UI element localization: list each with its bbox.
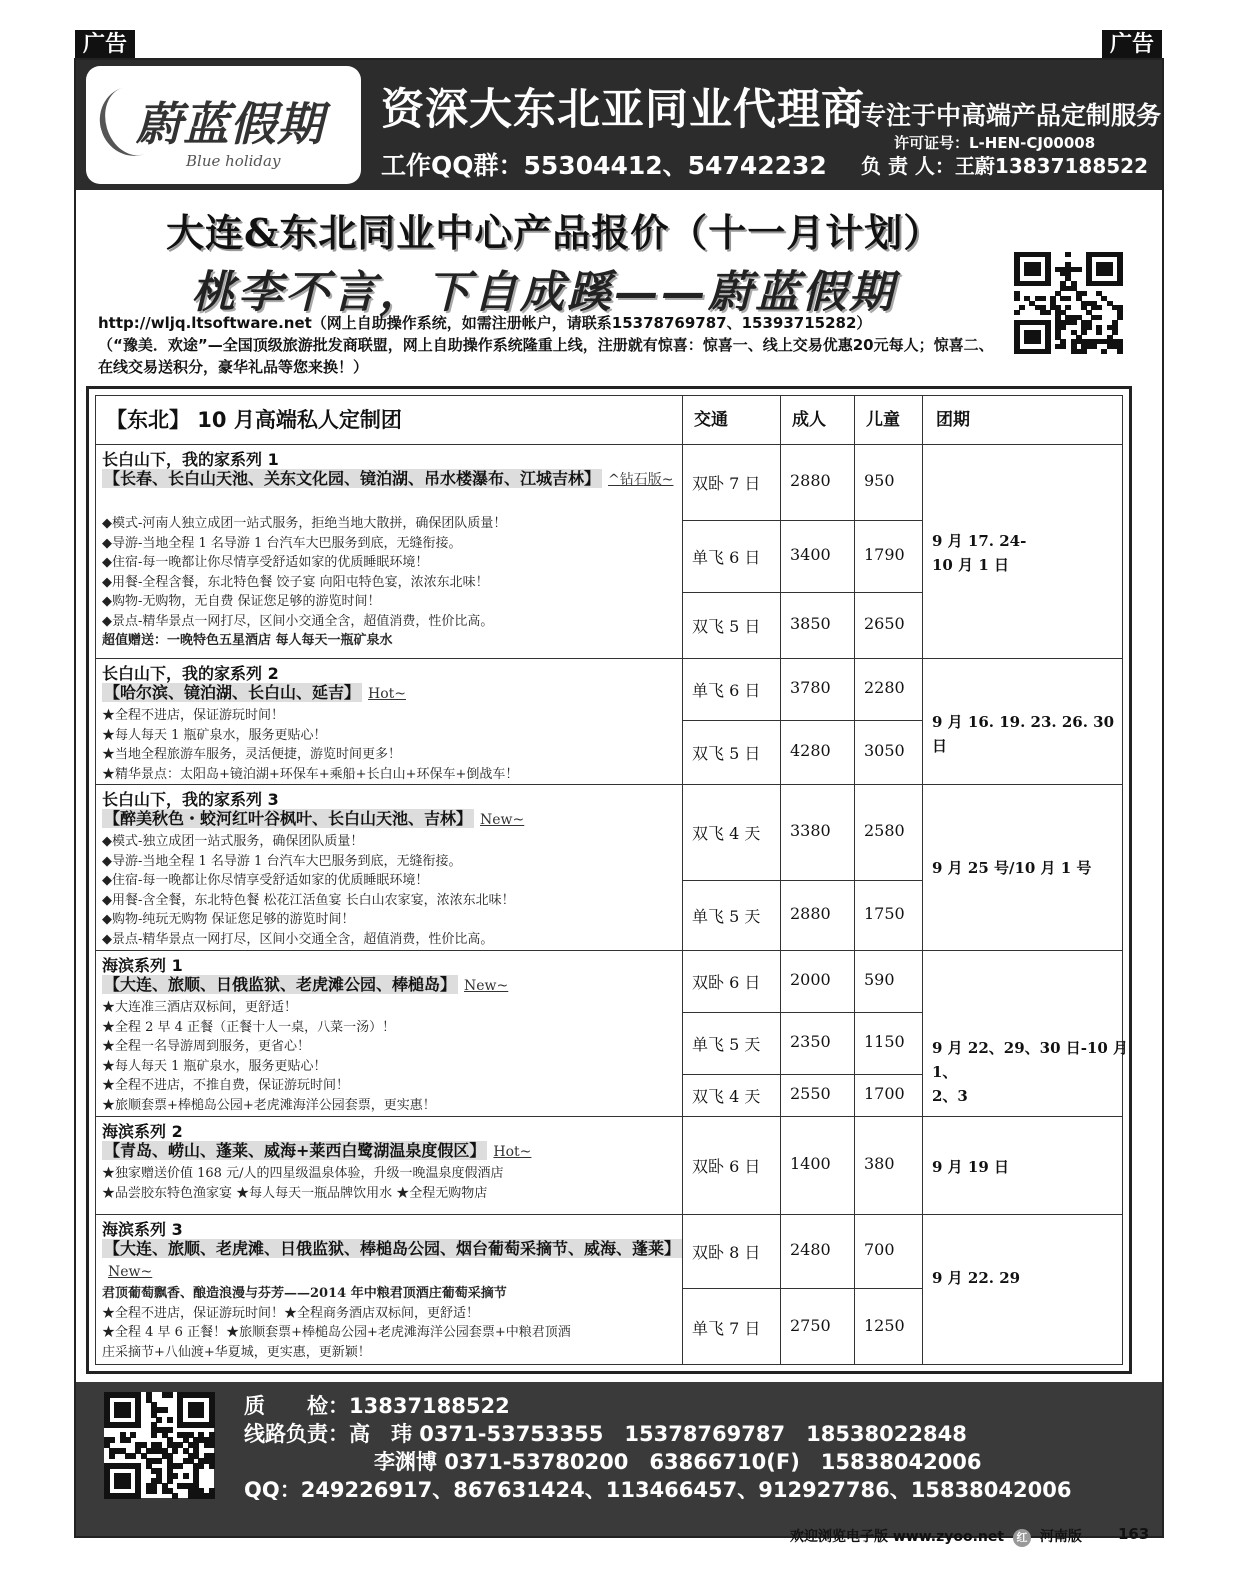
date-line: 9 月 19 日 [932,1158,1009,1176]
product-bullets [102,706,678,784]
product-bullets [102,832,678,949]
logo [86,66,361,184]
bullet-line: ★精华景点：太阳岛+镜泊湖+环保车+乘船+长白山+环保车+倒战车！ [102,766,519,782]
bullet-line: ★全程 2 早 4 正餐（正餐十人一桌，八菜一汤）！ [102,1019,396,1035]
bullet-line: ◆用餐-含全餐，东北特色餐 松花江活鱼宴 长白山农家宴，浓浓东北味！ [102,892,515,908]
transport-cell: 双飞 4 天 [692,1087,761,1106]
product-route [102,1140,678,1163]
date-line: 2、3 [932,1087,968,1105]
header-title: 资深大东北亚同业代理商 [381,85,865,135]
adult-price: 2880 [790,904,831,923]
date-line: 9 月 17. 24- [932,532,1027,550]
bullet-line: ◆住宿-每一晚都让你尽情享受舒适如家的优质睡眠环境！ [102,555,429,570]
product-badge: Hot~ [493,1144,532,1160]
child-price: 700 [864,1240,895,1259]
product-bullets [102,1164,678,1203]
transport-cell: 单飞 6 日 [692,681,761,700]
header-qq-group: 工作QQ群：55304412、54742232 [381,151,827,180]
product-title: 海滨系列 1 [102,956,183,975]
ad-label-left: 广告 [75,30,135,60]
info-website: http://wljq.ltsoftware.net（网上自助操作系统，如需注册帐户，请联系15378769787、15393715282） [98,314,872,332]
adult-price: 3380 [790,821,831,840]
bullet-line: ★大连准三酒店双标间，更舒适！ [102,1000,298,1015]
child-price: 1750 [864,904,905,923]
bullet-line: 超值赠送：一晚特色五星酒店 每人每天一瓶矿泉水 [102,633,393,648]
tour-dates [932,710,1130,758]
header-contact: 负 责 人：王蔚13837188522 [861,154,1149,178]
date-line: 9 月 22、29、30 日-10 月 1、 [932,1039,1129,1081]
product-title: 长白山下，我的家系列 3 [102,790,279,809]
ad-frame [74,58,1164,1538]
bullet-line: ★全程 4 早 6 正餐！★旅顺套票+棒槌岛公园+老虎滩海洋公园套票+中粮君顶酒 [102,1325,571,1340]
bullet-line: ◆导游-当地全程 1 名导游 1 台汽车大巴服务到底，无缝衔接。 [102,853,462,869]
block-divider [96,950,1122,951]
header-license: 许可证号：L-HEN-CJ00008 [894,134,1096,152]
date-line: 9 月 25 号/10 月 1 号 [932,859,1092,877]
child-price: 2280 [864,678,905,697]
row-divider [682,1288,922,1289]
page-title: 大连&东北同业中心产品报价（十一月计划） [166,210,943,255]
transport-cell: 双飞 5 日 [692,744,761,763]
price-grid [95,395,1129,1365]
row-divider [682,880,922,881]
product-title: 海滨系列 3 [102,1220,183,1239]
product-badge: Hot~ [368,686,407,702]
adult-price: 2750 [790,1316,831,1335]
product-badge: New~ [108,1264,153,1280]
bullet-line: ◆景点-精华景点一网打尽，区间小交通全含，超值消费，性价比高。 [102,931,494,947]
product-title: 长白山下，我的家系列 1 [102,450,279,469]
bullet-line: ◆购物-无购物，无自费 保证您足够的游览时间！ [102,594,381,609]
adult-price: 2880 [790,471,831,490]
block-divider [96,1116,1122,1117]
product-route [102,974,678,997]
date-line: 9 月 22. 29 [932,1269,1021,1287]
child-price: 2580 [864,821,905,840]
col-divider [922,396,923,1364]
tour-dates [932,529,1130,577]
bullet-line: 君顶葡萄飘香、酿造浪漫与芬芳——2014 年中粮君顶酒庄葡萄采摘节 [102,1286,507,1301]
child-price: 1150 [864,1032,905,1051]
transport-cell: 双飞 4 天 [692,824,761,843]
adult-price: 2350 [790,1032,831,1051]
logo-text: 蔚蓝假期 [136,97,324,151]
bullet-line: ◆用餐-全程含餐，东北特色餐 饺子宴 向阳屯特色宴，浓浓东北味！ [102,574,489,590]
child-price: 950 [864,471,895,490]
footer-qq: QQ：249226917、867631424、113466457、912927786、15838042006 [244,1478,1072,1502]
date-line: 9 月 16. 19. 23. 26. 30 日 [932,713,1115,755]
child-price: 2650 [864,614,905,633]
product-title: 长白山下，我的家系列 2 [102,664,279,683]
transport-cell: 双卧 7 日 [692,474,761,493]
product-badge: ^钻石版~ [608,472,674,488]
adult-price: 4280 [790,741,831,760]
tour-dates [932,856,1130,880]
table-header-child: 儿童 [866,410,900,430]
adult-price: 3400 [790,545,831,564]
header-divider [96,444,1122,445]
transport-cell: 单飞 7 日 [692,1319,761,1338]
child-price: 590 [864,970,895,989]
bullet-line: ◆模式-独立成团一站式服务，确保团队质量！ [102,834,364,849]
header-banner [76,60,1162,190]
tour-dates [932,1036,1130,1108]
row-divider [682,520,922,521]
transport-cell: 单飞 5 天 [692,1035,761,1054]
table-header-transport: 交通 [694,410,728,430]
child-price: 380 [864,1154,895,1173]
bullet-line: ◆模式-河南人独立成团一站式服务，拒绝当地大散拼，确保团队质量！ [102,516,507,531]
child-price: 1250 [864,1316,905,1335]
qr-code-footer-icon [104,1392,214,1498]
child-price: 1790 [864,545,905,564]
row-divider [682,592,922,593]
product-route [102,808,678,831]
row-divider [682,1012,922,1013]
edition: 河南版 [1039,1529,1082,1545]
bullet-line: ★独家赠送价值 168 元/人的四星级温泉体验，升级一晚温泉度假酒店 [102,1166,504,1181]
child-price: 1700 [864,1084,905,1103]
ad-label-right: 广告 [1102,30,1162,60]
block-divider [96,658,1122,659]
transport-cell: 双卧 6 日 [692,1157,761,1176]
bullet-line: ◆购物-纯玩无购物 保证您足够的游览时间！ [102,912,355,927]
tour-dates [932,1266,1130,1290]
block-divider [96,1214,1122,1215]
bullet-line: ★全程一名导游周到服务，更省心！ [102,1039,311,1054]
child-price: 3050 [864,741,905,760]
bullet-line: ★全程不进店，保证游玩时间！★全程商务酒店双标间，更舒适！ [102,1305,480,1321]
block-divider [96,784,1122,785]
bullet-line: ◆导游-当地全程 1 名导游 1 台汽车大巴服务到底，无缝衔接。 [102,535,462,551]
footer-lead-2: 李渊博 0371-53780200 63866710(F) 15838042006 [374,1450,982,1474]
price-table [86,386,1132,1374]
route-text: 【醉美秋色・蛟河红叶谷枫叶、长白山天池、吉林】 [104,809,473,828]
info-promo: （“豫美．欢途”—全国顶级旅游批发商联盟，网上自助操作系统隆重上线，注册就有惊喜：惊喜一、线上交易优惠20元每人；惊喜二、在线交易送积分，豪华礼品等您来换！） [98,336,994,376]
transport-cell: 单飞 6 日 [692,548,761,567]
adult-price: 2000 [790,970,831,989]
row-divider [682,720,922,721]
product-bullets [102,998,678,1115]
bullet-line: ★当地全程旅游车服务，灵活便捷，游览时间更多！ [102,747,402,762]
route-text: 【青岛、崂山、蓬莱、威海+莱西白鹭湖温泉度假区】 [104,1141,486,1160]
transport-cell: 单飞 5 天 [692,907,761,926]
bullet-line: ★每人每天 1 瓶矿泉水，服务更贴心！ [102,1058,327,1074]
bullet-line: ★全程不进店，保证游玩时间！ [102,708,285,723]
route-text: 【哈尔滨、镜泊湖、长白山、延吉】 [104,683,361,702]
product-bullets [102,514,678,651]
bullet-line: 庄采摘节+八仙渡+华夏城，更实惠，更新颖！ [102,1344,371,1360]
bullet-line: ★旅顺套票+棒槌岛公园+老虎滩海洋公园套票，更实惠！ [102,1097,436,1113]
bullet-line: ◆景点-精华景点一网打尽，区间小交通全含，超值消费，性价比高。 [102,613,494,629]
route-text: 【大连、旅顺、老虎滩、日俄监狱、棒槌岛公园、烟台葡萄采摘节、威海、蓬莱】 [104,1239,681,1258]
row-divider [682,1074,922,1075]
bullet-line: ★品尝胶东特色渔家宴 ★每人每天一瓶品牌饮用水 ★全程无购物店 [102,1185,488,1201]
route-text: 【大连、旅顺、日俄监狱、老虎滩公园、棒槌岛】 [104,975,457,994]
product-route [102,682,678,705]
table-header-dates: 团期 [936,410,970,430]
product-route [102,1238,681,1283]
transport-cell: 双卧 8 日 [692,1243,761,1262]
bottom-text: 欢迎浏览电子版 www.zyoo.net [790,1529,1005,1545]
bullet-line: ★全程不进店，不推自费，保证游玩时间！ [102,1078,350,1093]
header-slogan: 专注于中高端产品定制服务 [861,101,1162,130]
footer-contacts [76,1382,1162,1536]
bottom-bar [790,1526,1082,1547]
product-badge: New~ [464,978,509,994]
product-route [102,468,678,491]
product-badge: New~ [480,812,525,828]
table-header-adult: 成人 [792,410,826,430]
date-line: 10 月 1 日 [932,556,1009,574]
qr-code-icon [1014,252,1122,354]
route-text: 【长春、长白山天池、关东文化园、镜泊湖、吊水楼瀑布、江城吉林】 [104,469,601,488]
logo-sub: Blue holiday [186,152,281,170]
bullet-line: ◆住宿-每一晚都让你尽情享受舒适如家的优质睡眠环境！ [102,873,429,888]
tour-dates [932,1155,1130,1179]
page-number: 163 [1118,1525,1150,1543]
product-title: 海滨系列 2 [102,1122,183,1141]
product-bullets [102,1284,678,1362]
transport-cell: 双卧 6 日 [692,973,761,992]
adult-price: 2480 [790,1240,831,1259]
motto: 桃李不言，下自成蹊——蔚蓝假期 [191,267,896,318]
transport-cell: 双飞 5 日 [692,617,761,636]
adult-price: 2550 [790,1084,831,1103]
adult-price: 1400 [790,1154,831,1173]
footer-quality: 质 检：13837188522 [244,1394,510,1418]
red-badge-icon: 红 [1013,1529,1031,1547]
bullet-line: ★每人每天 1 瓶矿泉水，服务更贴心！ [102,727,327,743]
adult-price: 3850 [790,614,831,633]
table-header-main: 【东北】 10 月高端私人定制团 [106,408,402,432]
footer-lead-1: 线路负责：高 玮 0371-53753355 15378769787 18538022848 [244,1422,967,1446]
adult-price: 3780 [790,678,831,697]
